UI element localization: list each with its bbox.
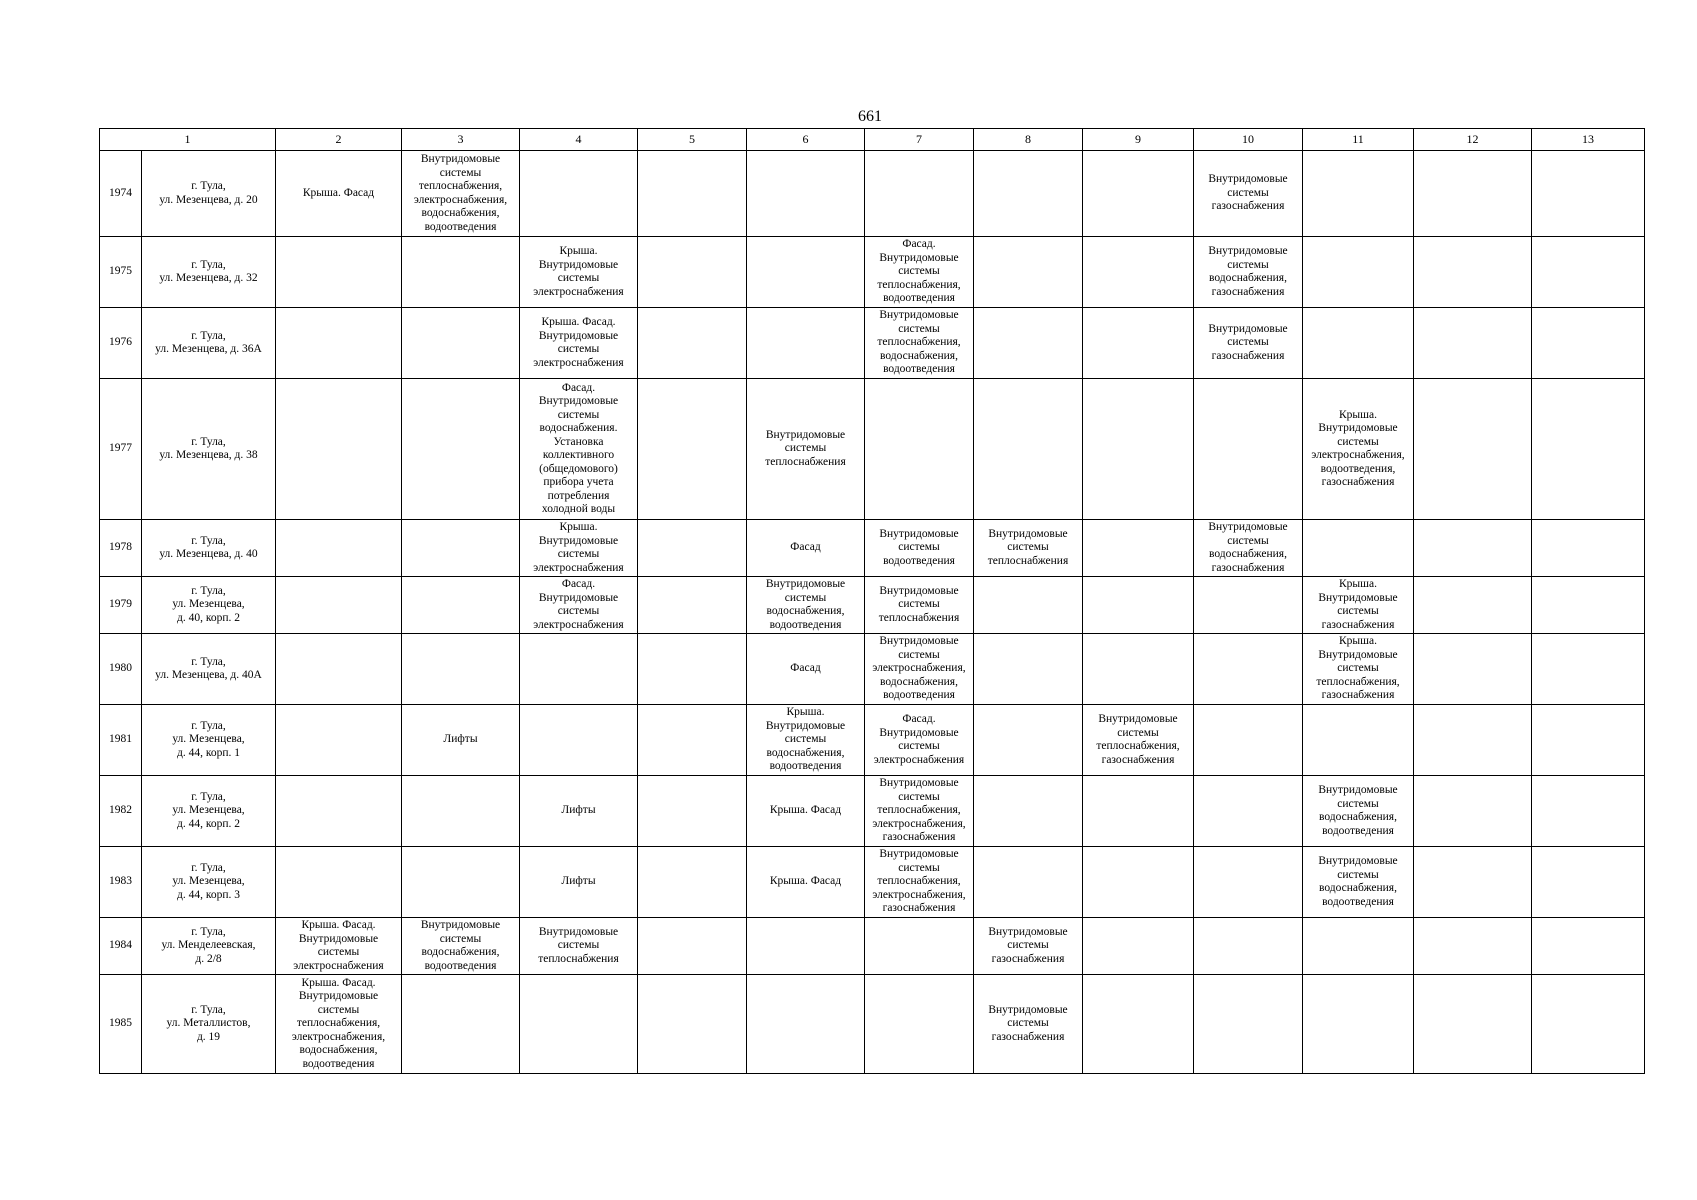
table-row xyxy=(100,975,1645,1074)
work-cell-col-4 xyxy=(520,151,638,237)
repair-schedule-table xyxy=(99,128,1645,1074)
work-cell-col-11: Крыша. Внутридомовые системы газоснабжения xyxy=(1303,577,1414,634)
work-cell-col-4 xyxy=(520,705,638,776)
row-number-cell: 1984 xyxy=(100,918,142,975)
work-cell-col-11 xyxy=(1303,308,1414,379)
work-cell-col-4 xyxy=(520,975,638,1074)
work-cell-col-11: Крыша. Внутридомовые системы теплоснабжения, газоснабжения xyxy=(1303,634,1414,705)
work-cell-col-3: Внутридомовые системы водоснабжения, водоотведения xyxy=(402,918,520,975)
work-cell-col-11 xyxy=(1303,918,1414,975)
table-row xyxy=(100,705,1645,776)
address-cell: г. Тула, ул. Мезенцева, д. 32 xyxy=(142,237,276,308)
work-cell-col-10 xyxy=(1194,379,1303,520)
work-cell-col-6: Крыша. Фасад xyxy=(747,847,865,918)
work-cell-col-9 xyxy=(1083,776,1194,847)
work-cell-col-10 xyxy=(1194,975,1303,1074)
work-cell-col-13 xyxy=(1532,634,1645,705)
work-cell-col-8: Внутридомовые системы газоснабжения xyxy=(974,975,1083,1074)
work-cell-col-6: Внутридомовые системы теплоснабжения xyxy=(747,379,865,520)
work-cell-col-11 xyxy=(1303,151,1414,237)
header-cell: 5 xyxy=(638,129,747,151)
table-row xyxy=(100,151,1645,237)
address-cell: г. Тула, ул. Мезенцева, д. 38 xyxy=(142,379,276,520)
work-cell-col-3 xyxy=(402,379,520,520)
work-cell-col-8: Внутридомовые системы газоснабжения xyxy=(974,918,1083,975)
work-cell-col-5 xyxy=(638,237,747,308)
work-cell-col-12 xyxy=(1414,577,1532,634)
header-cell: 4 xyxy=(520,129,638,151)
table-row xyxy=(100,237,1645,308)
work-cell-col-11 xyxy=(1303,975,1414,1074)
header-cell: 8 xyxy=(974,129,1083,151)
work-cell-col-13 xyxy=(1532,705,1645,776)
work-cell-col-12 xyxy=(1414,705,1532,776)
work-cell-col-2 xyxy=(276,847,402,918)
work-cell-col-2: Крыша. Фасад. Внутридомовые системы теплоснабжения, электроснабжения, водоснабжения, водоотведения xyxy=(276,975,402,1074)
header-cell: 11 xyxy=(1303,129,1414,151)
work-cell-col-13 xyxy=(1532,975,1645,1074)
work-cell-col-12 xyxy=(1414,975,1532,1074)
table-row xyxy=(100,577,1645,634)
work-cell-col-3 xyxy=(402,308,520,379)
work-cell-col-4: Фасад. Внутридомовые системы водоснабжения. Установка коллективного (общедомового) прибора учета потребления холодной воды xyxy=(520,379,638,520)
work-cell-col-3 xyxy=(402,776,520,847)
row-number-cell: 1981 xyxy=(100,705,142,776)
work-cell-col-5 xyxy=(638,975,747,1074)
work-cell-col-3 xyxy=(402,237,520,308)
work-cell-col-5 xyxy=(638,520,747,577)
work-cell-col-4: Фасад. Внутридомовые системы электроснабжения xyxy=(520,577,638,634)
work-cell-col-3 xyxy=(402,975,520,1074)
work-cell-col-6 xyxy=(747,237,865,308)
work-cell-col-6: Крыша. Фасад xyxy=(747,776,865,847)
address-cell: г. Тула, ул. Мезенцева, д. 44, корп. 1 xyxy=(142,705,276,776)
work-cell-col-5 xyxy=(638,634,747,705)
table-row xyxy=(100,847,1645,918)
work-cell-col-11 xyxy=(1303,705,1414,776)
work-cell-col-10 xyxy=(1194,577,1303,634)
work-cell-col-6 xyxy=(747,918,865,975)
work-cell-col-6: Крыша. Внутридомовые системы водоснабжения, водоотведения xyxy=(747,705,865,776)
work-cell-col-2 xyxy=(276,634,402,705)
work-cell-col-8: Внутридомовые системы теплоснабжения xyxy=(974,520,1083,577)
address-cell: г. Тула, ул. Мезенцева, д. 20 xyxy=(142,151,276,237)
work-cell-col-8 xyxy=(974,151,1083,237)
work-cell-col-7: Внутридомовые системы теплоснабжения, электроснабжения, газоснабжения xyxy=(865,847,974,918)
header-cell: 9 xyxy=(1083,129,1194,151)
work-cell-col-7 xyxy=(865,975,974,1074)
work-cell-col-13 xyxy=(1532,379,1645,520)
work-cell-col-7 xyxy=(865,379,974,520)
work-cell-col-10 xyxy=(1194,847,1303,918)
work-cell-col-2: Крыша. Фасад xyxy=(276,151,402,237)
work-cell-col-9 xyxy=(1083,237,1194,308)
work-cell-col-12 xyxy=(1414,776,1532,847)
work-cell-col-13 xyxy=(1532,918,1645,975)
work-cell-col-4: Лифты xyxy=(520,847,638,918)
address-cell: г. Тула, ул. Менделеевская, д. 2/8 xyxy=(142,918,276,975)
work-cell-col-6 xyxy=(747,308,865,379)
address-cell: г. Тула, ул. Мезенцева, д. 40 xyxy=(142,520,276,577)
table-row xyxy=(100,379,1645,520)
work-cell-col-9: Внутридомовые системы теплоснабжения, газоснабжения xyxy=(1083,705,1194,776)
work-cell-col-11 xyxy=(1303,520,1414,577)
work-cell-col-4: Крыша. Фасад. Внутридомовые системы электроснабжения xyxy=(520,308,638,379)
work-cell-col-7: Внутридомовые системы теплоснабжения, водоснабжения, водоотведения xyxy=(865,308,974,379)
header-cell: 2 xyxy=(276,129,402,151)
work-cell-col-2 xyxy=(276,776,402,847)
work-cell-col-11: Внутридомовые системы водоснабжения, водоотведения xyxy=(1303,847,1414,918)
work-cell-col-12 xyxy=(1414,151,1532,237)
work-cell-col-10: Внутридомовые системы газоснабжения xyxy=(1194,151,1303,237)
address-cell: г. Тула, ул. Мезенцева, д. 36А xyxy=(142,308,276,379)
work-cell-col-2 xyxy=(276,237,402,308)
work-cell-col-5 xyxy=(638,151,747,237)
work-cell-col-2 xyxy=(276,705,402,776)
work-cell-col-10 xyxy=(1194,705,1303,776)
work-cell-col-12 xyxy=(1414,520,1532,577)
work-cell-col-5 xyxy=(638,705,747,776)
work-cell-col-7: Внутридомовые системы теплоснабжения, электроснабжения, газоснабжения xyxy=(865,776,974,847)
header-cell: 3 xyxy=(402,129,520,151)
work-cell-col-9 xyxy=(1083,308,1194,379)
work-cell-col-13 xyxy=(1532,151,1645,237)
work-cell-col-7 xyxy=(865,918,974,975)
work-cell-col-4: Внутридомовые системы теплоснабжения xyxy=(520,918,638,975)
work-cell-col-8 xyxy=(974,634,1083,705)
work-cell-col-12 xyxy=(1414,379,1532,520)
table-row xyxy=(100,634,1645,705)
header-cell: 1 xyxy=(100,129,276,151)
address-cell: г. Тула, ул. Металлистов, д. 19 xyxy=(142,975,276,1074)
work-cell-col-2 xyxy=(276,308,402,379)
header-cell: 12 xyxy=(1414,129,1532,151)
work-cell-col-2 xyxy=(276,577,402,634)
work-cell-col-9 xyxy=(1083,151,1194,237)
work-cell-col-6: Фасад xyxy=(747,520,865,577)
work-cell-col-12 xyxy=(1414,634,1532,705)
work-cell-col-3: Лифты xyxy=(402,705,520,776)
work-cell-col-11: Крыша. Внутридомовые системы электроснабжения, водоотведения, газоснабжения xyxy=(1303,379,1414,520)
work-cell-col-12 xyxy=(1414,847,1532,918)
work-cell-col-5 xyxy=(638,776,747,847)
row-number-cell: 1982 xyxy=(100,776,142,847)
table-body xyxy=(100,129,1645,1074)
work-cell-col-9 xyxy=(1083,634,1194,705)
header-cell: 13 xyxy=(1532,129,1645,151)
work-cell-col-13 xyxy=(1532,577,1645,634)
work-cell-col-6: Фасад xyxy=(747,634,865,705)
work-cell-col-4: Крыша. Внутридомовые системы электроснабжения xyxy=(520,520,638,577)
work-cell-col-7: Фасад. Внутридомовые системы теплоснабжения, водоотведения xyxy=(865,237,974,308)
table-row xyxy=(100,776,1645,847)
work-cell-col-11: Внутридомовые системы водоснабжения, водоотведения xyxy=(1303,776,1414,847)
work-cell-col-3 xyxy=(402,634,520,705)
work-cell-col-10: Внутридомовые системы водоснабжения, газоснабжения xyxy=(1194,520,1303,577)
work-cell-col-9 xyxy=(1083,520,1194,577)
work-cell-col-7: Фасад. Внутридомовые системы электроснабжения xyxy=(865,705,974,776)
work-cell-col-11 xyxy=(1303,237,1414,308)
work-cell-col-10 xyxy=(1194,776,1303,847)
work-cell-col-2: Крыша. Фасад. Внутридомовые системы электроснабжения xyxy=(276,918,402,975)
work-cell-col-2 xyxy=(276,520,402,577)
table-row xyxy=(100,308,1645,379)
work-cell-col-6 xyxy=(747,151,865,237)
work-cell-col-9 xyxy=(1083,918,1194,975)
work-cell-col-5 xyxy=(638,918,747,975)
work-cell-col-8 xyxy=(974,776,1083,847)
work-cell-col-8 xyxy=(974,847,1083,918)
header-cell: 10 xyxy=(1194,129,1303,151)
work-cell-col-10 xyxy=(1194,918,1303,975)
work-cell-col-10: Внутридомовые системы водоснабжения, газоснабжения xyxy=(1194,237,1303,308)
work-cell-col-9 xyxy=(1083,577,1194,634)
address-cell: г. Тула, ул. Мезенцева, д. 44, корп. 3 xyxy=(142,847,276,918)
table-row xyxy=(100,918,1645,975)
work-cell-col-4: Крыша. Внутридомовые системы электроснабжения xyxy=(520,237,638,308)
work-cell-col-7 xyxy=(865,151,974,237)
work-cell-col-12 xyxy=(1414,237,1532,308)
address-cell: г. Тула, ул. Мезенцева, д. 44, корп. 2 xyxy=(142,776,276,847)
work-cell-col-13 xyxy=(1532,308,1645,379)
work-cell-col-6: Внутридомовые системы водоснабжения, водоотведения xyxy=(747,577,865,634)
work-cell-col-3 xyxy=(402,577,520,634)
row-number-cell: 1974 xyxy=(100,151,142,237)
page-number: 661 xyxy=(858,108,882,125)
work-cell-col-12 xyxy=(1414,308,1532,379)
address-cell: г. Тула, ул. Мезенцева, д. 40А xyxy=(142,634,276,705)
work-cell-col-9 xyxy=(1083,975,1194,1074)
work-cell-col-12 xyxy=(1414,918,1532,975)
work-cell-col-7: Внутридомовые системы электроснабжения, водоснабжения, водоотведения xyxy=(865,634,974,705)
row-number-cell: 1979 xyxy=(100,577,142,634)
row-number-cell: 1985 xyxy=(100,975,142,1074)
row-number-cell: 1977 xyxy=(100,379,142,520)
work-cell-col-9 xyxy=(1083,379,1194,520)
row-number-cell: 1978 xyxy=(100,520,142,577)
table-row xyxy=(100,520,1645,577)
work-cell-col-8 xyxy=(974,308,1083,379)
work-cell-col-5 xyxy=(638,577,747,634)
work-cell-col-5 xyxy=(638,308,747,379)
work-cell-col-13 xyxy=(1532,237,1645,308)
work-cell-col-3 xyxy=(402,847,520,918)
work-cell-col-9 xyxy=(1083,847,1194,918)
header-cell: 7 xyxy=(865,129,974,151)
work-cell-col-6 xyxy=(747,975,865,1074)
work-cell-col-4: Лифты xyxy=(520,776,638,847)
row-number-cell: 1975 xyxy=(100,237,142,308)
row-number-cell: 1976 xyxy=(100,308,142,379)
work-cell-col-2 xyxy=(276,379,402,520)
work-cell-col-7: Внутридомовые системы теплоснабжения xyxy=(865,577,974,634)
header-row xyxy=(100,129,1645,151)
work-cell-col-7: Внутридомовые системы водоотведения xyxy=(865,520,974,577)
work-cell-col-10 xyxy=(1194,634,1303,705)
work-cell-col-8 xyxy=(974,237,1083,308)
address-cell: г. Тула, ул. Мезенцева, д. 40, корп. 2 xyxy=(142,577,276,634)
work-cell-col-3: Внутридомовые системы теплоснабжения, электроснабжения, водоснабжения, водоотведения xyxy=(402,151,520,237)
work-cell-col-8 xyxy=(974,705,1083,776)
work-cell-col-4 xyxy=(520,634,638,705)
work-cell-col-8 xyxy=(974,577,1083,634)
work-cell-col-3 xyxy=(402,520,520,577)
row-number-cell: 1980 xyxy=(100,634,142,705)
work-cell-col-13 xyxy=(1532,847,1645,918)
work-cell-col-13 xyxy=(1532,776,1645,847)
work-cell-col-13 xyxy=(1532,520,1645,577)
row-number-cell: 1983 xyxy=(100,847,142,918)
work-cell-col-10: Внутридомовые системы газоснабжения xyxy=(1194,308,1303,379)
work-cell-col-5 xyxy=(638,847,747,918)
work-cell-col-5 xyxy=(638,379,747,520)
work-cell-col-8 xyxy=(974,379,1083,520)
header-cell: 6 xyxy=(747,129,865,151)
